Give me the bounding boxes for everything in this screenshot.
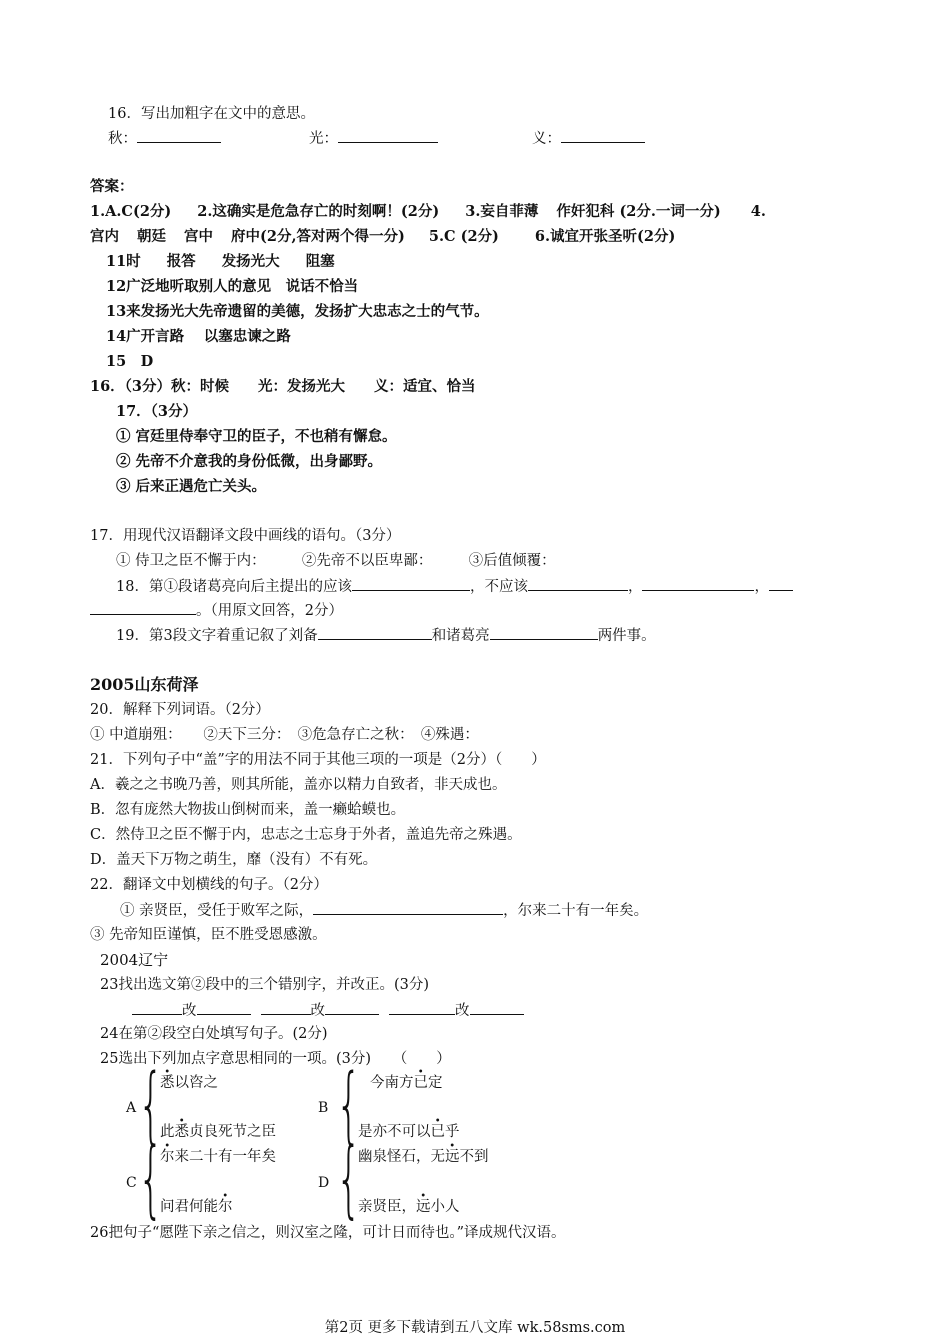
q25-brace-d: { — [336, 1131, 362, 1229]
q23-gai-3: 改 — [455, 1003, 470, 1019]
page-footer: 第2页 更多下载请到五八文库 wk.58sms.com — [324, 1320, 626, 1336]
q18-line-2 — [90, 600, 343, 621]
q18-blank-1[interactable] — [352, 576, 470, 591]
q23-blanks — [132, 1000, 524, 1021]
q16-qiu-label: 秋： — [108, 131, 137, 147]
answer-4c: 宫中 — [184, 228, 213, 245]
q19-blank-2[interactable] — [490, 625, 598, 640]
answer-11-b: 报答 — [166, 253, 196, 270]
q23-gai-1: 改 — [182, 1003, 197, 1019]
q23-wrong-2[interactable] — [261, 1000, 311, 1015]
q16-fill-line — [108, 128, 645, 149]
q23-title: 23找出选文第②段中的三个错别字，并改正。(3分) — [100, 977, 429, 993]
answer-11-c: 发扬光大 — [221, 253, 280, 270]
q22-text-a: ① 亲贤臣，受任于败军之际， — [120, 903, 314, 919]
q23-right-1[interactable] — [197, 1000, 251, 1015]
q19-text-c: 两件事。 — [597, 628, 656, 644]
q18-text-b: ，不应该 — [469, 579, 528, 595]
q21-option-a: A．羲之之书晚乃善，则其所能，盖亦以精力自致者，非天成也。 — [90, 777, 507, 793]
q16-yi-label: 义： — [532, 131, 561, 147]
q25-d-1-dotted: 远 — [445, 1149, 460, 1165]
answer-4b: 朝廷 — [137, 228, 166, 245]
q25-d-2: 亲贤臣，远小人 — [358, 1199, 460, 1215]
q25-brace-a: { — [138, 1057, 164, 1155]
answers-line-2 — [90, 227, 675, 247]
q25-b-1-dotted: 已 — [413, 1075, 428, 1091]
q21-option-c: C．然侍卫之臣不懈于内，忠志之士忘身于外者，盖追先帝之殊遇。 — [90, 827, 522, 843]
section-2004-heading: 2004辽宁 — [100, 951, 169, 969]
answer-3a: 3.妄自菲薄 — [465, 203, 539, 220]
answer-11-a: 11时 — [106, 253, 141, 270]
q21-option-b: B．忽有庞然大物拔山倒树而来，盖一癞蛤蟆也。 — [90, 802, 406, 818]
q18-text-c: ， — [627, 579, 643, 595]
q21-option-d: D．盖天下万物之萌生，靡（没有）不有死。 — [90, 852, 378, 868]
answer-6: 6.诚宜开张圣听(2分) — [534, 228, 676, 245]
q16-yi-blank[interactable] — [561, 128, 645, 143]
q25-option-a-label[interactable]: A — [126, 1100, 137, 1116]
q18-text-a: 18．第①段诸葛亮向后主提出的应该 — [116, 579, 352, 595]
q16-guang-blank[interactable] — [338, 128, 438, 143]
answer-5: 5.C (2分) — [428, 228, 499, 245]
answer-4-num: 4. — [750, 203, 766, 220]
answer-13: 13来发扬光大先帝遗留的美德，发扬扩大忠志之士的气节。 — [106, 303, 489, 320]
q19-text-a: 19．第3段文字着重记叙了刘备 — [116, 628, 318, 644]
q25-b-1: 今南方已定 — [370, 1075, 443, 1091]
q24-title: 24在第②段空白处填写句子。(2分) — [100, 1026, 328, 1042]
q19-line — [116, 625, 656, 646]
q25-title: 25选出下列加点字意思相同的一项。(3分) （ ） — [100, 1051, 451, 1067]
q25-d-2-dotted: 远 — [416, 1199, 431, 1215]
section-2005-heading: 2005山东荷泽 — [90, 675, 199, 694]
q22-line-2: ③ 先帝知臣谨慎，臣不胜受恩感激。 — [90, 927, 327, 943]
q22-blank[interactable] — [313, 900, 503, 915]
q25-a-1-dotted: 悉 — [160, 1075, 175, 1091]
answers-line-1 — [90, 202, 766, 222]
q18-blank-4[interactable] — [769, 576, 793, 591]
q22-title: 22．翻译文中划横线的句子。（2分） — [90, 877, 328, 893]
q18-blank-3[interactable] — [642, 576, 754, 591]
q25-option-b-label[interactable]: B — [318, 1100, 329, 1116]
q25-c-1: 尔来二十有一年矣 — [160, 1149, 276, 1165]
q25-option-d-label[interactable]: D — [318, 1175, 330, 1191]
answer-2: 2.这确实是危急存亡的时刻啊！(2分) — [197, 203, 440, 220]
q20-title: 20．解释下列词语。（2分） — [90, 702, 270, 718]
q25-c-2-dotted: 尔 — [218, 1199, 233, 1215]
q26-title: 26把句子“愿陛下亲之信之，则汉室之隆，可计日而待也。”译成规代汉语。 — [90, 1225, 566, 1241]
q17-title: 17．用现代汉语翻译文段中画线的语句。（3分） — [90, 528, 401, 544]
answers-heading: 答案： — [90, 178, 134, 195]
q23-right-2[interactable] — [325, 1000, 379, 1015]
q23-wrong-3[interactable] — [389, 1000, 455, 1015]
answer-14: 14广开言路 以塞忠谏之路 — [106, 328, 291, 345]
q25-c-1-dotted: 尔 — [160, 1149, 175, 1165]
answer-3b: 作奸犯科 (2分.一词一分) — [556, 203, 721, 220]
q22-line-1 — [120, 900, 648, 921]
q17-items: ① 侍卫之臣不懈于内： ②先帝不以臣卑鄙： ③后值倾覆： — [116, 553, 556, 569]
q18-text-d: ， — [754, 579, 769, 595]
q25-c-2: 问君何能尔 — [160, 1199, 233, 1215]
answer-17-2: ② 先帝不介意我的身份低微，出身鄙野。 — [116, 453, 383, 470]
answer-17-1: ① 宫廷里侍奉守卫的臣子，不也稍有懈怠。 — [116, 428, 397, 445]
q25-option-c-label[interactable]: C — [126, 1175, 137, 1191]
answer-4d: 府中(2分,答对两个得一分) — [231, 228, 405, 245]
q23-right-3[interactable] — [470, 1000, 524, 1015]
q25-b-2: 是亦不可以已乎 — [358, 1124, 460, 1140]
q19-blank-1[interactable] — [318, 625, 432, 640]
q25-brace-c: { — [138, 1131, 164, 1229]
q25-brace-b: { — [336, 1057, 362, 1155]
q19-text-b: 和诸葛亮 — [431, 628, 490, 644]
answer-1: 1.A.C(2分) — [90, 203, 172, 220]
q16-qiu-blank[interactable] — [137, 128, 221, 143]
answer-4a: 宫内 — [90, 228, 119, 245]
q18-blank-5[interactable] — [90, 600, 196, 615]
answer-17: 17．（3分） — [116, 403, 198, 420]
q21-title: 21．下列句子中“盖”字的用法不同于其他三项的一项是（2分）（ ） — [90, 752, 546, 768]
q20-items: ① 中道崩殂： ②天下三分： ③危急存亡之秋： ④殊遇： — [90, 727, 479, 743]
q23-gai-2: 改 — [310, 1003, 325, 1019]
answer-11 — [106, 252, 335, 272]
q18-text-e: 。（用原文回答，2分） — [196, 603, 343, 619]
q18-line — [116, 576, 793, 597]
answer-15: 15 D — [106, 353, 154, 370]
answer-17-3: ③ 后来正遇危亡关头。 — [116, 478, 267, 495]
q16-title: 16．写出加粗字在文中的意思。 — [108, 106, 315, 122]
q25-a-2-dotted: 悉 — [174, 1124, 189, 1140]
answer-11-d: 阻塞 — [305, 253, 335, 270]
q22-text-b: ，尔来二十有一年矣。 — [503, 903, 649, 919]
q18-blank-2[interactable] — [528, 576, 628, 591]
answer-16: 16．（3分）秋：时候 光：发扬光大 义：适宜、恰当 — [90, 378, 476, 395]
q16-guang-label: 光： — [309, 131, 338, 147]
q25-d-1: 幽泉怪石，无远不到 — [358, 1149, 489, 1165]
q25-a-1: 悉以咨之 — [160, 1075, 218, 1091]
q25-b-2-dotted: 已 — [430, 1124, 445, 1140]
answer-12: 12广泛地听取别人的意见 说话不恰当 — [106, 278, 359, 295]
q25-a-2: 此悉贞良死节之臣 — [160, 1124, 276, 1140]
q23-wrong-1[interactable] — [132, 1000, 182, 1015]
